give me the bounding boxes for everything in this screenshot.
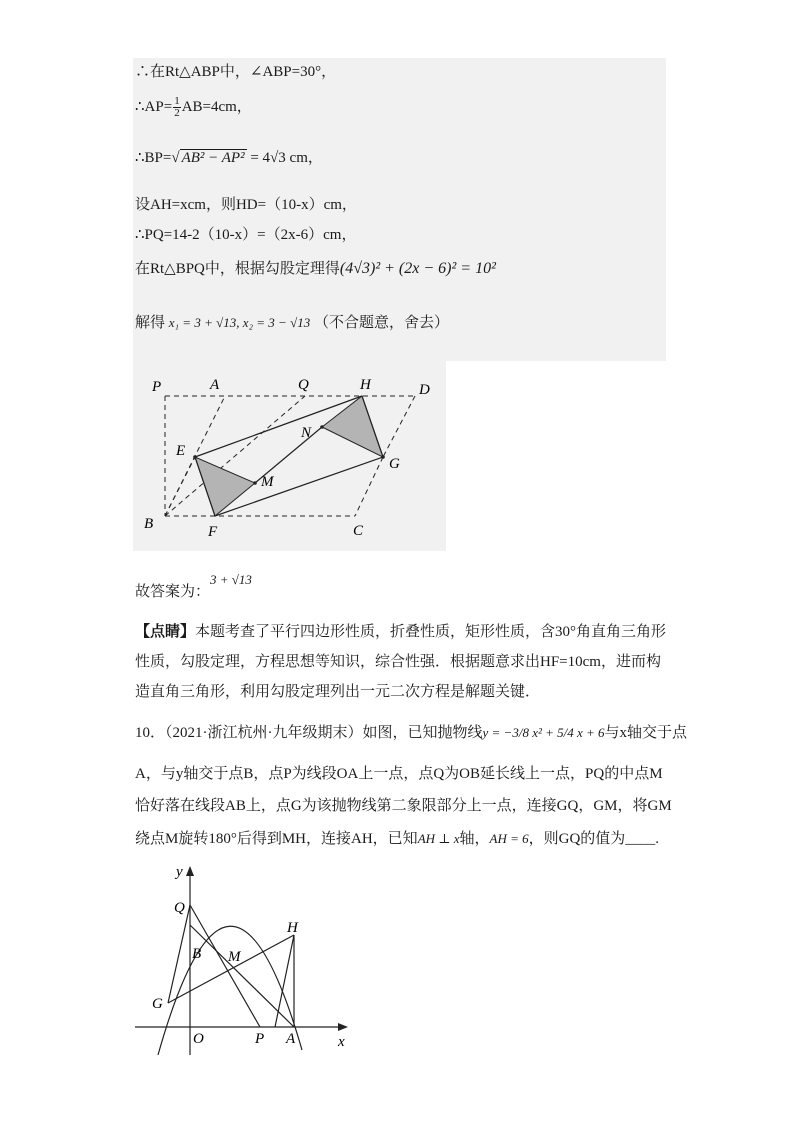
label-N: N [301, 425, 312, 441]
problem10-line-2: A，与y轴交于点B，点P为线段OA上一点，点Q为OB延长线上一点，PQ的中点M [135, 766, 663, 782]
problem10-line-3: 恰好落在线段AB上，点G为该抛物线第二象限部分上一点，连接GQ，GM，将GM [135, 798, 672, 814]
label-O2: O [193, 1031, 204, 1047]
label-P2: P [255, 1031, 265, 1047]
label-H2: H [287, 920, 298, 936]
label-H: H [360, 377, 371, 393]
label-A2: A [286, 1031, 296, 1047]
parabola-formula: y = −3/8 x² + 5/4 x + 6 [482, 725, 605, 740]
comment-paragraph: 【点睛】本题考查了平行四边形性质，折叠性质，矩形性质，含30°角直角三角形性质，勾股定理，方程思想等知识，综合性强．根据题意求出HF=10cm，进而构造直角三角形，利用勾股定理列出一元二次方程是解题关键． [135, 624, 667, 700]
solution-line-4: 设AH=xcm，则HD=（10-x）cm， [135, 197, 357, 213]
label-G2: G [152, 996, 163, 1012]
answer-line: 故答案为：3 + √13 [135, 572, 252, 600]
parallelogram-figure [140, 365, 440, 547]
fraction-half: $\frac{1}{2}$ [174, 95, 180, 119]
answer-value: 3 + √13 [210, 572, 252, 587]
label-Q2: Q [174, 900, 185, 916]
pythagoras-equation: (4√3)² + (2x − 6)² = 10² [339, 260, 496, 277]
label-B: B [144, 516, 154, 532]
comment-tag: 【点睛】 [135, 624, 196, 640]
problem10-line-4: 绕点M旋转180°后得到MH，连接AH，已知AH ⊥ x轴，AH = 6，则GQ的值为____. [135, 831, 660, 847]
solution-line-1: ∴在Rt△ABP中，∠ABP=30°， [135, 64, 337, 80]
solution-line-3: ∴BP=√ AB² − AP² = 4√3 cm， [135, 150, 323, 166]
solution-line-6: 在Rt△BPQ中，根据勾股定理得(4√3)² + (2x − 6)² = 10² [135, 260, 496, 277]
solution-line-5: ∴PQ=14-2（10-x）=（2x-6）cm， [135, 227, 357, 243]
label-C: C [353, 523, 364, 539]
parabola-figure [130, 860, 360, 1060]
label-G: G [389, 456, 400, 472]
label-E: E [176, 443, 186, 459]
label-Q: Q [298, 377, 309, 393]
label-D: D [419, 382, 430, 398]
axis-label-x: x [338, 1034, 345, 1050]
label-M2: M [228, 949, 241, 965]
axis-label-y: y [176, 864, 183, 880]
solution-line-2: ∴AP= $\frac{1}{2}$ AB=4cm， [135, 95, 252, 119]
problem10-line-1: 10．（2021·浙江杭州·九年级期末）如图，已知抛物线y = −3/8 x² + 5/4 x + 6与x轴交于点 [135, 725, 688, 741]
solution-line-7: 解得 x₁ = 3 + √13, x₂ = 3 − √13 （不合题意，舍去） [135, 315, 449, 331]
label-A: A [210, 377, 220, 393]
label-M: M [261, 474, 274, 490]
label-B2: B [192, 946, 202, 962]
roots-formula: x₁ = 3 + √13, x₂ = 3 − √13 [168, 315, 311, 330]
label-F: F [208, 524, 218, 540]
sqrt-expression: AB² − AP² [181, 150, 245, 166]
label-P: P [152, 379, 162, 395]
